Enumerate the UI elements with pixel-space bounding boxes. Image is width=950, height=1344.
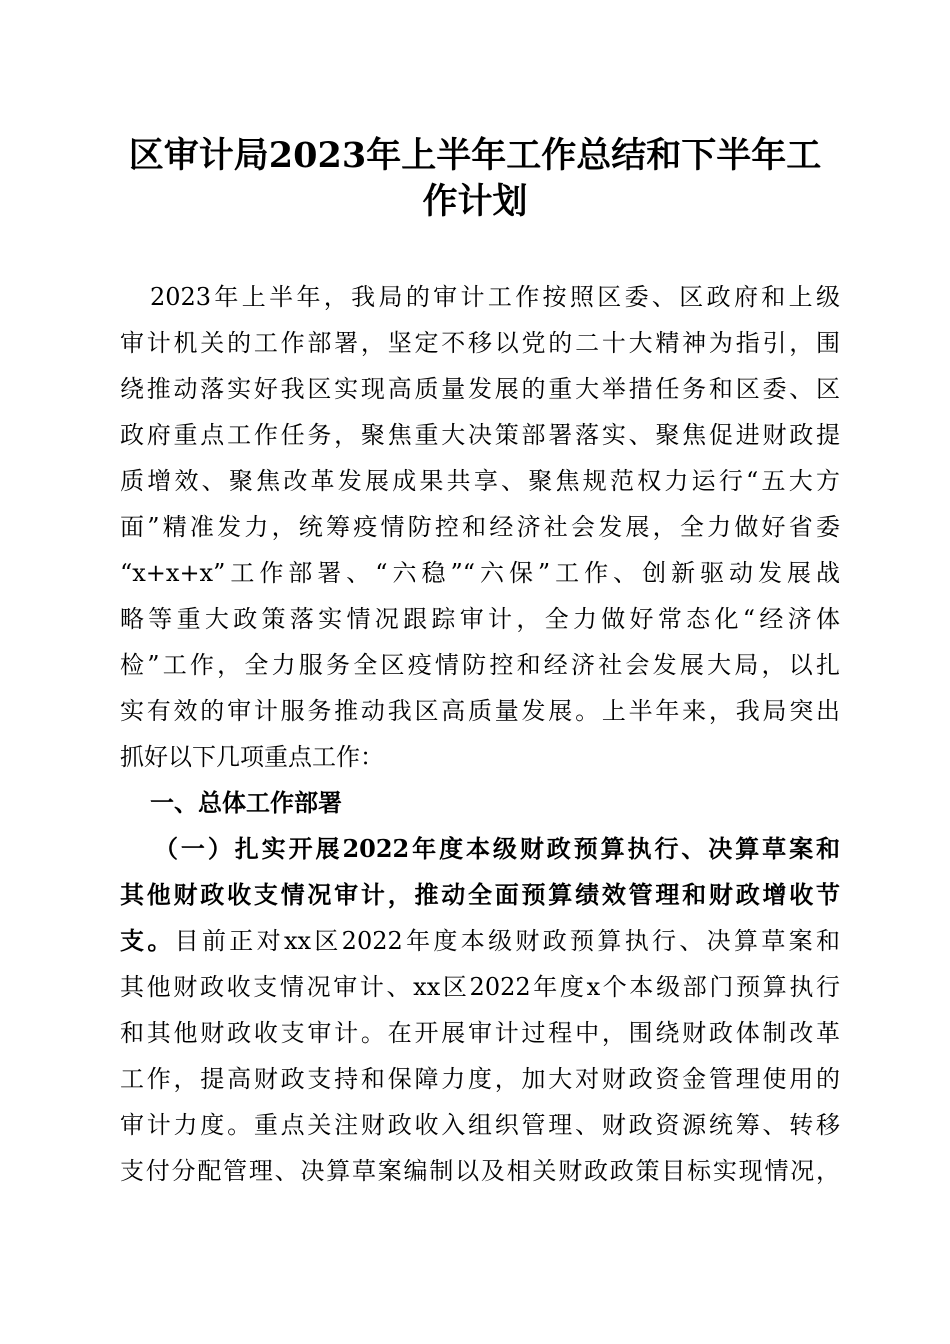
text-line: 略等重大政策落实情况跟踪审计，全力做好常态化“经济体 bbox=[120, 605, 840, 633]
bold-subheading: 支。 bbox=[120, 926, 175, 955]
bold-subheading: 其他财政收支情况审计，推动全面预算绩效管理和财政增收节 bbox=[120, 880, 840, 909]
text-line: 和其他财政收支审计。在开展审计过程中，围绕财政体制改革 bbox=[120, 1019, 840, 1047]
body-text: 目前正对xx区2022年度本级财政预算执行、决算草案和 bbox=[174, 927, 840, 955]
intro-paragraph bbox=[120, 274, 840, 780]
text-line: 抓好以下几项重点工作： bbox=[120, 743, 384, 771]
text-line: 2023年上半年，我局的审计工作按照区委、区政府和上级 bbox=[150, 283, 840, 311]
text-line bbox=[120, 826, 840, 872]
document-body bbox=[120, 274, 840, 1194]
text-line: 工作，提高财政支持和保障力度，加大对财政资金管理使用的 bbox=[120, 1065, 840, 1093]
text-line: 检”工作，全力服务全区疫情防控和经济社会发展大局，以扎 bbox=[120, 651, 840, 679]
text-line: 面”精准发力，统筹疫情防控和经济社会发展，全力做好省委 bbox=[120, 513, 840, 541]
text-line: 质增效、聚焦改革发展成果共享、聚焦规范权力运行“五大方 bbox=[120, 467, 840, 495]
title-line: 作计划 bbox=[422, 181, 528, 222]
text-line: 审计力度。重点关注财政收入组织管理、财政资源统筹、转移 bbox=[120, 1111, 840, 1139]
text-line: 其他财政收支情况审计、xx区2022年度x个本级部门预算执行 bbox=[120, 973, 840, 1001]
text-line: 支付分配管理、决算草案编制以及相关财政政策目标实现情况， bbox=[120, 1157, 840, 1185]
title-line: 区审计局2023年上半年工作总结和下半年工 bbox=[128, 135, 822, 176]
text-line bbox=[120, 872, 840, 918]
text-line: 政府重点工作任务，聚焦重大决策部署落实、聚焦促进财政提 bbox=[120, 421, 840, 449]
text-line: 审计机关的工作部署，坚定不移以党的二十大精神为指引，围 bbox=[120, 329, 840, 357]
text-line: “x+x+x”工作部署、“六稳”“六保”工作、创新驱动发展战 bbox=[120, 559, 840, 587]
section-paragraph bbox=[120, 826, 840, 1194]
text-line: 实有效的审计服务推动我区高质量发展。上半年来，我局突出 bbox=[120, 697, 840, 725]
section-heading: 一、总体工作部署 bbox=[150, 788, 342, 817]
document-title bbox=[100, 133, 850, 225]
text-line bbox=[120, 918, 840, 964]
bold-subheading: （一）扎实开展2022年度本级财政预算执行、决算草案和 bbox=[154, 834, 840, 863]
text-line: 绕推动落实好我区实现高质量发展的重大举措任务和区委、区 bbox=[120, 375, 840, 403]
